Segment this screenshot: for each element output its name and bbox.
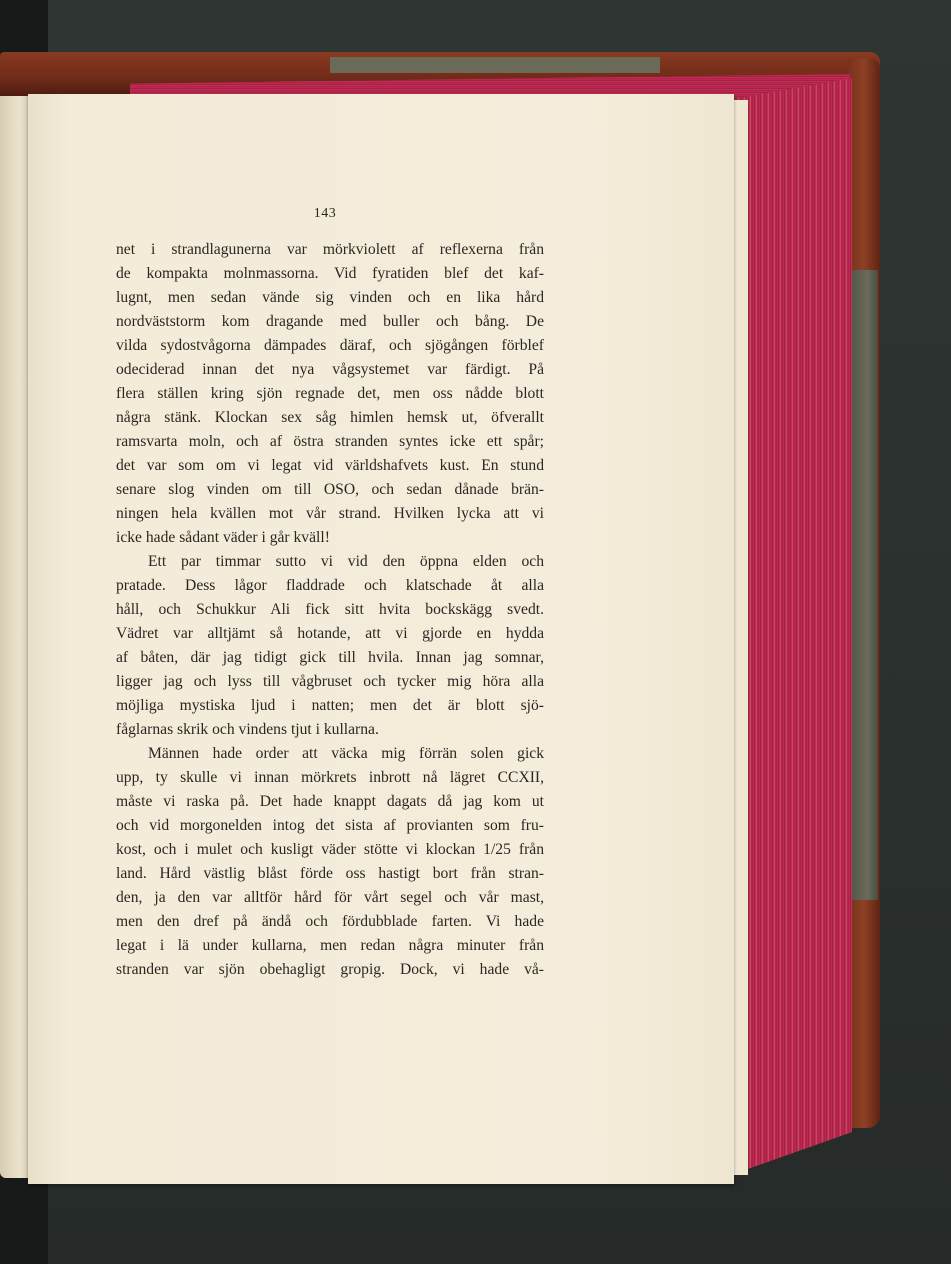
text-line: senare slog vinden om till OSO, och sedan dånade brän- [116, 481, 544, 498]
text-line: flera ställen kring sjön regnade det, men oss nådde blott [116, 385, 544, 402]
text-line: kost, och i mulet och kusligt väder stötte vi klockan 1/25 från [116, 841, 544, 858]
left-page-sliver [0, 96, 28, 1178]
text-line: några stänk. Klockan sex såg himlen hemsk ut, öfverallt [116, 409, 544, 426]
cover-right-cloth [852, 270, 878, 900]
text-line: måste vi raska på. Det hade knappt dagats då jag kom ut [116, 793, 544, 810]
text-line: lugnt, men sedan vände sig vinden och en lika hård [116, 289, 544, 306]
text-line: legat i lä under kullarna, men redan några minuter från [116, 937, 544, 954]
text-line: fåglarnas skrik och vindens tjut i kullarna. [116, 721, 379, 738]
text-line: och vid morgonelden intog det sista af provianten som fru- [116, 817, 544, 834]
cover-top-cloth [330, 57, 660, 73]
text-line: nordväststorm kom dragande med buller och bång. De [116, 313, 544, 330]
text-line: net i strandlagunerna var mörkviolett af reflexerna från [116, 241, 544, 258]
text-line: ligger jag och lyss till vågbruset och tycker mig höra alla [116, 673, 544, 690]
text-line: Ett par timmar sutto vi vid den öppna elden och [148, 553, 544, 570]
text-line: upp, ty skulle vi innan mörkrets inbrott nå lägret CCXII, [116, 769, 544, 786]
page-edge-strip [734, 100, 748, 1175]
text-line: möjliga mystiska ljud i natten; men det är blott sjö- [116, 697, 544, 714]
text-line: Männen hade order att väcka mig förrän solen gick [148, 745, 544, 762]
text-line: odeciderad innan det nya vågsystemet var färdigt. På [116, 361, 544, 378]
text-line: af båten, där jag tidigt gick till hvila. Innan jag somnar, [116, 649, 544, 666]
text-line: stranden var sjön obehagligt gropig. Dock, vi hade vå- [116, 961, 544, 978]
text-line: de kompakta molnmassorna. Vid fyratiden blef det kaf- [116, 265, 544, 282]
text-line: land. Hård västlig blåst förde oss hastigt bort från stran- [116, 865, 544, 882]
text-line: Vädret var alltjämt så hotande, att vi gjorde en hydda [116, 625, 544, 642]
text-line: håll, och Schukkur Ali fick sitt hvita bockskägg svedt. [116, 601, 544, 618]
text-line: men den dref på ändå och fördubblade farten. Vi hade [116, 913, 544, 930]
text-line: ramsvarta moln, och af östra stranden syntes icke ett spår; [116, 433, 544, 450]
text-line: ningen hela kvällen mot vår strand. Hvilken lycka att vi [116, 505, 544, 522]
page-number: 143 [313, 206, 337, 221]
text-line: icke hade sådant väder i går kväll! [116, 529, 330, 546]
text-line: vilda sydostvågorna dämpades däraf, och sjögången förblef [116, 337, 544, 354]
text-line: den, ja den var alltför hård för vårt segel och vår mast, [116, 889, 544, 906]
text-line: det var som om vi legat vid världshafvets kust. En stund [116, 457, 544, 474]
text-line: pratade. Dess lågor fladdrade och klatschade åt alla [116, 577, 544, 594]
